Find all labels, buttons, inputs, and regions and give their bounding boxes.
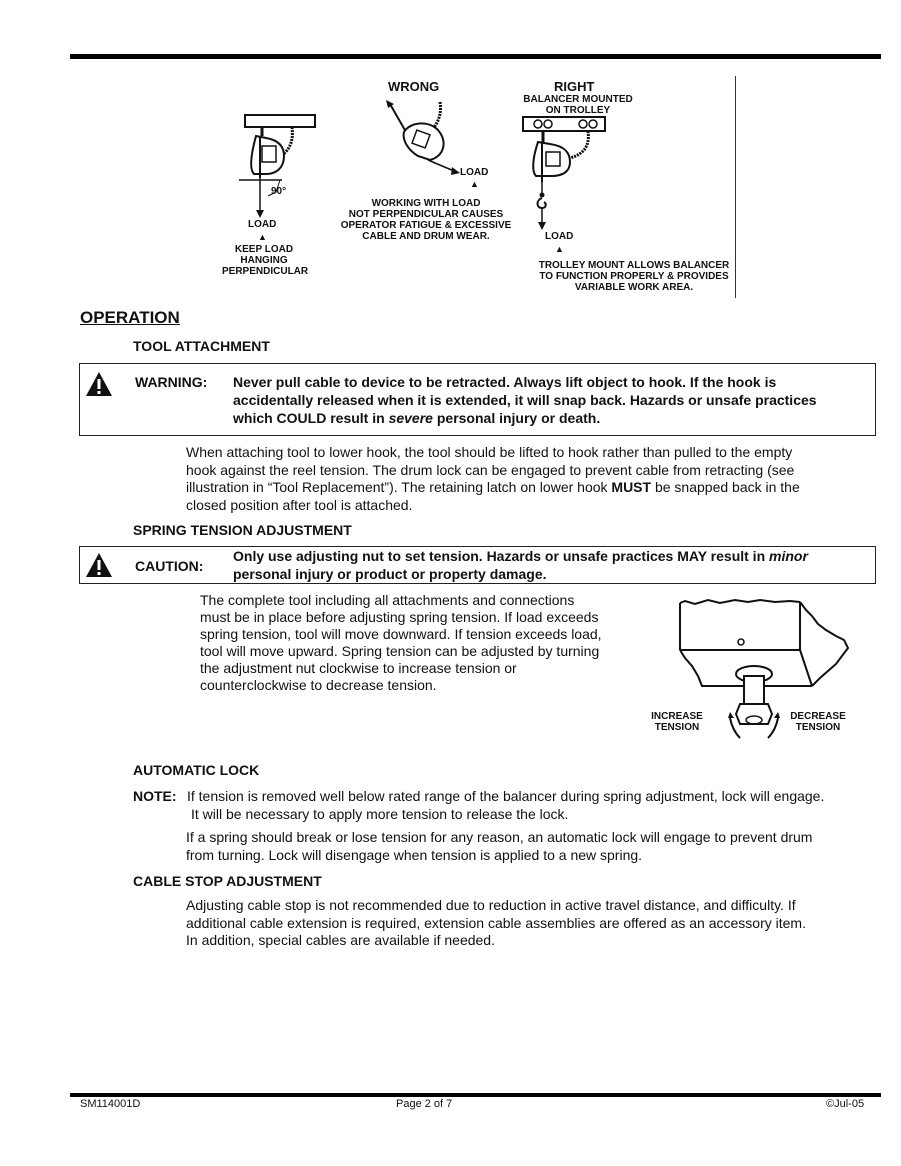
label-line: INCREASE — [651, 711, 703, 722]
middle-caption — [336, 198, 516, 242]
note-text — [187, 788, 877, 823]
label-line: TENSION — [795, 722, 841, 733]
warning-line-part: personal injury or death. — [432, 410, 601, 426]
caution-emphasis: minor — [769, 548, 808, 564]
label-line: DECREASE — [790, 711, 846, 722]
right-title: RIGHT — [554, 79, 595, 94]
para-line: must be in place before adjusting spring tension. If load exceeds — [200, 609, 599, 625]
tool-attachment-paragraph — [186, 444, 866, 514]
operation-heading: OPERATION — [80, 308, 180, 327]
caption-line: TO FUNCTION PROPERLY & PROVIDES — [539, 271, 729, 282]
label-line: TENSION — [654, 722, 700, 733]
para-line: additional cable extension is required, extension cable assemblies are offered as an accessory item. — [186, 914, 806, 931]
left-caption — [222, 244, 309, 277]
para-line: from turning. Lock will disengage when tension is applied to a new spring. — [186, 846, 643, 863]
para-line: tool will move upward. Spring tension can be adjusted by turning — [200, 643, 600, 659]
load-label-left: LOAD — [248, 219, 277, 230]
warning-triangle-icon — [85, 371, 113, 397]
caption-line: TROLLEY MOUNT ALLOWS BALANCER — [538, 260, 730, 271]
footer-doc-id: SM114001D — [80, 1098, 141, 1110]
warning-box — [79, 363, 876, 436]
caution-text — [233, 547, 873, 583]
note-line: If tension is removed well below rated range of the balancer during spring adjustment, lock will engage. — [187, 788, 825, 804]
right-subtitle — [516, 94, 640, 116]
header-rule — [70, 54, 881, 59]
caption-line: HANGING — [240, 255, 288, 266]
caption-line: OPERATOR FATIGUE & EXCESSIVE — [340, 220, 512, 231]
right-caption — [532, 260, 736, 293]
note-line: It will be necessary to apply more tension to release the lock. — [191, 805, 569, 822]
angle-label: 90° — [271, 186, 287, 197]
caption-line: PERPENDICULAR — [222, 266, 309, 277]
para-line: spring tension, tool will move downward. If tension exceeds load, — [200, 626, 602, 642]
para-line: counterclockwise to decrease tension. — [200, 677, 437, 693]
warning-line: Never pull cable to device to be retracted. Always lift object to hook. If the hook is — [233, 374, 777, 390]
cable-stop-heading: CABLE STOP ADJUSTMENT — [133, 873, 322, 889]
spring-tension-heading: SPRING TENSION ADJUSTMENT — [133, 522, 352, 538]
para-line: If a spring should break or lose tension for any reason, an automatic lock will engage to prevent drum — [186, 829, 813, 845]
footer-date: ©Jul-05 — [826, 1098, 865, 1110]
footer-page-number: Page 2 of 7 — [396, 1098, 453, 1110]
para-part: be snapped back in the — [651, 479, 800, 495]
tension-nut-figure — [640, 590, 870, 745]
caution-line-part: Only use adjusting nut to set tension. Hazards or unsafe practices MAY result in — [233, 548, 770, 564]
warning-text — [233, 373, 873, 427]
para-line: Adjusting cable stop is not recommended due to reduction in active travel distance, and difficulty. If — [186, 897, 796, 913]
up-arrow-icon: ▲ — [258, 232, 267, 242]
caption-line: CABLE AND DRUM WEAR. — [362, 231, 490, 242]
para-line: When attaching tool to lower hook, the tool should be lifted to hook rather than pulled to the empty — [186, 444, 793, 460]
para-part: illustration in “Tool Replacement”). The retaining latch on lower hook — [186, 479, 612, 495]
tool-attachment-heading: TOOL ATTACHMENT — [133, 338, 270, 354]
load-label-right: LOAD — [545, 231, 574, 242]
warning-line: accidentally released when it is extended, it will snap back. Hazards or unsafe practices — [233, 392, 817, 408]
footer-rule — [70, 1093, 881, 1097]
para-line: closed position after tool is attached. — [186, 496, 413, 513]
automatic-lock-paragraph — [186, 829, 876, 864]
warning-emphasis: severe — [388, 410, 433, 426]
subtitle-line: BALANCER MOUNTED — [523, 94, 633, 105]
wrong-title: WRONG — [388, 79, 440, 94]
caution-line: personal injury or product or property damage. — [233, 566, 547, 582]
up-arrow-icon: ▲ — [470, 179, 479, 189]
para-line: The complete tool including all attachments and connections — [200, 592, 575, 608]
caution-line — [233, 547, 873, 565]
para-line: the adjustment nut clockwise to increase tension or — [200, 660, 517, 676]
caption-line: WORKING WITH LOAD — [371, 198, 481, 209]
automatic-lock-heading: AUTOMATIC LOCK — [133, 762, 260, 778]
warning-label: WARNING: — [135, 374, 208, 390]
para-strong: MUST — [611, 479, 652, 495]
note-label: NOTE: — [133, 788, 177, 804]
load-label-middle: LOAD — [460, 167, 489, 178]
warning-line — [233, 409, 873, 427]
warning-line-part: which COULD result in — [233, 410, 389, 426]
spring-tension-paragraph — [200, 592, 640, 694]
para-line: In addition, special cables are available if needed. — [186, 932, 495, 948]
balancer-mounting-figure — [218, 74, 736, 300]
para-line: hook against the reel tension. The drum lock can be engaged to prevent cable from retracting (see — [186, 461, 795, 478]
warning-triangle-icon — [85, 552, 113, 578]
caution-box — [79, 546, 876, 584]
cable-stop-paragraph — [186, 897, 876, 950]
decrease-tension-label — [786, 711, 850, 733]
subtitle-line: ON TROLLEY — [545, 105, 611, 116]
caption-line: VARIABLE WORK AREA. — [574, 282, 694, 293]
caption-line: NOT PERPENDICULAR CAUSES — [348, 209, 504, 220]
figure-divider — [735, 76, 736, 298]
up-arrow-icon: ▲ — [555, 244, 564, 254]
caption-line: KEEP LOAD — [234, 244, 294, 255]
caution-label: CAUTION: — [135, 558, 204, 574]
increase-tension-label — [645, 711, 709, 733]
para-line — [186, 479, 866, 497]
